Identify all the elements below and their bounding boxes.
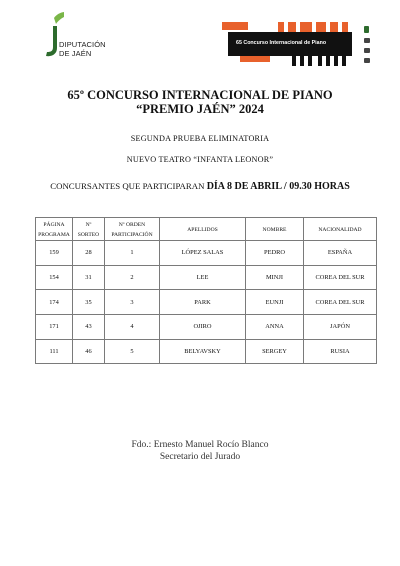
cell-nacionalidad: COREA DEL SUR xyxy=(304,290,377,315)
contestants-table xyxy=(35,217,377,364)
sponsor-emblem-icon xyxy=(364,48,370,53)
sponsor-leaf-icon xyxy=(364,26,369,33)
cell-pagina: 159 xyxy=(36,241,73,266)
cell-pagina: 111 xyxy=(36,339,73,364)
cell-pagina: 174 xyxy=(36,290,73,315)
cell-apellidos: PARK xyxy=(160,290,246,315)
cell-nombre: PEDRO xyxy=(246,241,304,266)
cell-nombre: SERGEY xyxy=(246,339,304,364)
cell-nombre: ANNA xyxy=(246,315,304,340)
cell-nacionalidad: ESPAÑA xyxy=(304,241,377,266)
header-nacionalidad: NACIONALIDAD xyxy=(304,218,377,241)
cell-apellidos: LEE xyxy=(160,265,246,290)
cell-sorteo: 43 xyxy=(73,315,105,340)
cell-orden: 3 xyxy=(105,290,160,315)
cell-orden: 4 xyxy=(105,315,160,340)
cell-nacionalidad: COREA DEL SUR xyxy=(304,265,377,290)
header-apellidos: APELLIDOS xyxy=(160,218,246,241)
schedule-date: DÍA 8 DE ABRIL / 09.30 HORAS xyxy=(206,181,350,192)
cell-nombre: MINJI xyxy=(246,265,304,290)
table-row xyxy=(36,339,377,364)
cell-nacionalidad: RUSIA xyxy=(304,339,377,364)
diputacion-line2: DE JAÉN xyxy=(59,49,92,58)
header-nombre: NOMBRE xyxy=(246,218,304,241)
header-sorteo: Nº SORTEO xyxy=(73,218,105,241)
diputacion-line1: DIPUTACIÓN xyxy=(59,40,106,49)
cell-sorteo: 31 xyxy=(73,265,105,290)
cell-apellidos: LÓPEZ SALAS xyxy=(160,241,246,266)
concurso-logo xyxy=(222,20,356,68)
cell-orden: 2 xyxy=(105,265,160,290)
concurso-logo-text: 65 Concurso Internacional de Piano xyxy=(236,40,327,46)
sponsor-crest-icon xyxy=(364,38,370,43)
round-name: SEGUNDA PRUEBA ELIMINATORIA xyxy=(130,134,270,143)
table-row xyxy=(36,315,377,340)
diputacion-logo-text xyxy=(59,40,106,58)
diputacion-logo xyxy=(44,12,124,60)
cell-sorteo: 35 xyxy=(73,290,105,315)
venue-name: NUEVO TEATRO “INFANTA LEONOR” xyxy=(126,155,274,164)
schedule-prefix: CONCURSANTES QUE PARTICIPARAN xyxy=(50,181,205,191)
table-row xyxy=(36,241,377,266)
header-orden-participacion: Nº ORDEN PARTICIPACIÓN xyxy=(105,218,160,241)
cell-sorteo: 28 xyxy=(73,241,105,266)
cell-apellidos: OJIRO xyxy=(160,315,246,340)
sponsor-icons xyxy=(364,26,378,66)
signature-role: Secretario del Jurado xyxy=(159,452,241,462)
table-row xyxy=(36,265,377,290)
schedule-line xyxy=(0,181,400,192)
header-pagina-programa: PÁGINA PROGRAMA xyxy=(36,218,73,241)
cell-nombre: EUNJI xyxy=(246,290,304,315)
cell-pagina: 154 xyxy=(36,265,73,290)
cell-orden: 5 xyxy=(105,339,160,364)
document-title-line1: 65º CONCURSO INTERNACIONAL DE PIANO xyxy=(67,88,333,102)
cell-apellidos: BELYAVSKY xyxy=(160,339,246,364)
sponsor-seal-icon xyxy=(364,58,370,63)
table-header-row xyxy=(36,218,377,241)
cell-orden: 1 xyxy=(105,241,160,266)
signature-name: Fdo.: Ernesto Manuel Rocío Blanco xyxy=(131,440,269,450)
cell-nacionalidad: JAPÓN xyxy=(304,315,377,340)
document-title-line2: “PREMIO JAÉN” 2024 xyxy=(136,102,264,116)
document-header xyxy=(0,0,400,80)
cell-sorteo: 46 xyxy=(73,339,105,364)
cell-pagina: 171 xyxy=(36,315,73,340)
table-row xyxy=(36,290,377,315)
